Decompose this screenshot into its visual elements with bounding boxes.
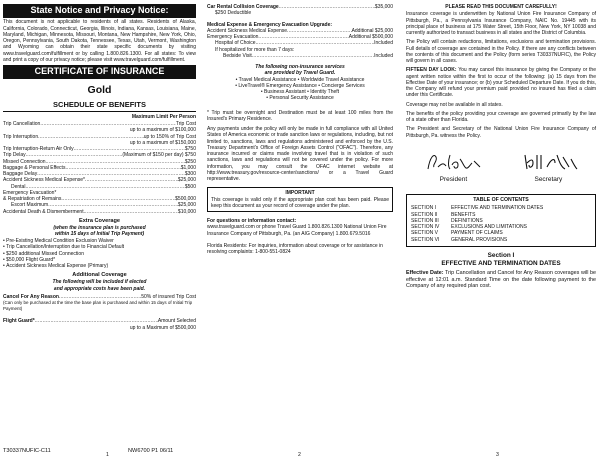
panel-2 bbox=[207, 4, 393, 255]
list-item: • $250 additional Missed Connection bbox=[3, 251, 196, 257]
form-number-mid: NW6700 P1 06/11 bbox=[128, 448, 174, 454]
toc-section-name: PAYMENT OF CLAIMS bbox=[451, 230, 503, 237]
additional-coverage-sub: and appropriate costs have been paid. bbox=[53, 285, 146, 292]
table-of-contents bbox=[406, 194, 596, 247]
availability-text: Coverage may not be available in all states. bbox=[406, 101, 503, 108]
benefit-row bbox=[3, 134, 196, 140]
cfar-label: Cancel For Any Reason bbox=[3, 293, 59, 300]
benefit-subline: up to a maximum of $150,000 bbox=[129, 139, 196, 146]
toc-section-name: EFFECTIVE AND TERMINATION DATES bbox=[451, 205, 544, 212]
benefit-label: Accidental Death & Dismemberment bbox=[3, 208, 84, 215]
page-number: 1 bbox=[106, 452, 109, 458]
services-line: • LiveTravel® Emergency Assistance • Concierge Services bbox=[235, 82, 365, 89]
benefit-label: Trip Delay bbox=[3, 152, 26, 159]
fifteen-day-label: FIFTEEN DAY LOOK: bbox=[406, 67, 457, 74]
benefit-label: Accident Sickness Medical Expense bbox=[207, 27, 288, 34]
benefit-subline: up to a maximum of $100,000 bbox=[129, 127, 196, 134]
benefit-label: & Repatriation of Remains bbox=[3, 196, 62, 202]
toc-row bbox=[411, 237, 591, 243]
fifteen-day-text: You may cancel this insurance by giving the Company or the agent written notice within the first to occur of the following: (a) 15 days from the Effective Date of your insurance; or (b) your Scheduled Departure Date. If you do this, the Company will refund your premium paid provided no insured has filed a claim under this Certificate. bbox=[406, 67, 596, 99]
bedside-row bbox=[207, 53, 393, 59]
car-deductible: $250 Deductible bbox=[215, 10, 252, 17]
extra-coverage-title: Extra Coverage bbox=[78, 217, 121, 224]
toc-section: SECTION I bbox=[411, 205, 437, 212]
toc-title: TABLE OF CONTENTS bbox=[473, 196, 529, 203]
toc-section-name: DEFINITIONS bbox=[451, 217, 483, 224]
benefit-value: $500,000 bbox=[175, 196, 196, 202]
schedule-title: SCHEDULE OF BENEFITS bbox=[3, 100, 196, 111]
benefit-value: $1,000 bbox=[180, 164, 196, 171]
benefit-label: Trip Interruption-Return Air Only bbox=[3, 146, 74, 152]
medical-upgrade-title: Medical Expense & Emergency Evacuation Upgrade: bbox=[207, 21, 333, 28]
benefit-value: $10,000 bbox=[177, 208, 196, 215]
additional-coverage-sub: The following will be included if elected bbox=[52, 279, 147, 286]
extra-coverage-sub: (when the insurance plan is purchased bbox=[53, 224, 146, 231]
cfar-value: 50% of insured Trip Cost bbox=[141, 293, 196, 300]
list-item: • Pre-Existing Medical Condition Exclusion Waiver bbox=[3, 238, 196, 244]
effective-date bbox=[406, 270, 596, 290]
services-line: • Business Assistant • Identity Theft bbox=[260, 89, 340, 95]
toc-section: SECTION IV bbox=[411, 224, 440, 231]
toc-section: SECTION II bbox=[411, 211, 438, 218]
florida-text: Florida Residents: For inquiries, information about coverage or for assistance in resolving complaints: 1-800-551-0824 bbox=[207, 242, 383, 255]
max-limit-header: Maximum Limit Per Person bbox=[131, 113, 196, 120]
witness-text: The President and Secretary of the National Union Fire Insurance Company of Pittsburgh, Pa. witness the Policy. bbox=[406, 126, 596, 139]
toc-section: SECTION V bbox=[411, 230, 438, 237]
contact-title: For questions or information contact: bbox=[207, 218, 297, 224]
state-notice-text: This document is not applicable to residents of all states. Residents of Alaska, California, Colorado, Connecticut, Georgia, Illinois, Indiana, Kansas, Louisiana, Maine, Maryland, Michigan, Minnesota, Missouri, Montana, New Hampshire, New York, Ohio, Oregon, Pennsylvania, South Dakota, Tennessee, Texas, Utah, Vermont, Washington and Wyoming can obtain their state specific documents by visiting www.travelguard.com/fulfillment or by calling 1.800.826.1300. For all states: To view and print a copy of our privacy notice; please visit www.travelguard.com/fulfillment. bbox=[3, 19, 196, 63]
car-rental-label: Car Rental Collision Coverage bbox=[207, 4, 279, 10]
section-1-title: Section I bbox=[487, 251, 515, 259]
non-insurance-sub: are provided by Travel Guard. bbox=[264, 70, 336, 77]
page-number: 2 bbox=[298, 452, 301, 458]
cfar-note: (Can only be purchased at the time the base plan is purchased and within 15 days of Initial Trip Payment) bbox=[3, 300, 193, 311]
benefit-value: up to 150% of Trip Cost bbox=[143, 133, 196, 140]
signature-labels bbox=[406, 176, 596, 184]
flight-guard-row bbox=[3, 318, 196, 324]
services-line: • Personal Security Assistance bbox=[266, 95, 334, 102]
important-title: IMPORTANT bbox=[285, 190, 315, 197]
benefit-value: Included bbox=[374, 40, 393, 47]
secretary-label: Secretary bbox=[534, 175, 563, 183]
toc-section-name: BENEFITS bbox=[451, 211, 476, 218]
bedside-value: Included bbox=[374, 52, 393, 59]
section-1-subtitle: EFFECTIVE AND TERMINATION DATES bbox=[441, 259, 561, 267]
benefit-value: $750 bbox=[184, 146, 196, 152]
benefit-row bbox=[3, 184, 196, 190]
signatures bbox=[406, 145, 596, 175]
benefit-value: $500 bbox=[184, 183, 196, 190]
benefit-label: Baggage Delay bbox=[3, 171, 38, 177]
benefits-list bbox=[3, 121, 196, 215]
benefit-label: Emergency Evacuation bbox=[207, 34, 259, 40]
list-item: • Accident Sickness Medical Expense (Primary) bbox=[3, 263, 196, 269]
toc-section: SECTION VI bbox=[411, 236, 440, 243]
benefit-value: $300 bbox=[184, 171, 196, 177]
benefit-value: $25,000 bbox=[177, 177, 196, 184]
fifteen-day-look bbox=[406, 67, 596, 98]
benefit-row bbox=[207, 40, 393, 46]
toc-section: SECTION III bbox=[411, 217, 439, 224]
president-signature bbox=[424, 149, 484, 175]
non-insurance-title: The following non-insurance services bbox=[255, 64, 345, 70]
car-rental-value: $35,000 bbox=[374, 4, 393, 10]
benefit-value: Additional $25,000 bbox=[351, 27, 393, 34]
benefit-value: $25,000 bbox=[177, 202, 196, 209]
benefit-label: Hospital of Choice bbox=[215, 40, 256, 47]
governing-law-text: The benefits of the policy providing your coverage are governed primarily by the law of a state other than Florida. bbox=[406, 110, 596, 123]
president-label: President bbox=[439, 175, 468, 183]
benefit-label: Trip Interruption bbox=[3, 133, 39, 140]
certificate-title: CERTIFICATE OF INSURANCE bbox=[3, 65, 196, 79]
effective-date-text: Trip Cancellation and Cancel for Any Reason coverages will be effective at 12:01 a.m. Standard Time on the date following payment to the Company of any required plan cost. bbox=[406, 269, 597, 290]
benefit-row bbox=[3, 209, 196, 215]
contact-text: www.travelguard.com or phone Travel Guard 1.800.826.1300 National Union Fire Insurance Company of Pittsburgh, Pa. (an AIG Company) 1.800.679.5016 bbox=[207, 224, 387, 237]
benefit-label: Trip Cancellation bbox=[3, 121, 41, 127]
effective-date-label: Effective Date: bbox=[406, 269, 444, 276]
secretary-signature bbox=[519, 149, 579, 175]
benefit-value: Trip Cost bbox=[175, 121, 196, 127]
flight-guard-max: up to a Maximum of $500,000 bbox=[129, 324, 196, 331]
list-item: • Trip Cancellation/Interruption due to Financial Default bbox=[3, 244, 196, 250]
extra-coverage-sub: within 15 days of Initial Trip Payment) bbox=[54, 230, 145, 237]
benefit-value: Additional $500,000 bbox=[348, 34, 393, 40]
toc-rows bbox=[411, 205, 591, 243]
form-number-left: T30337NUFIC-C11 bbox=[3, 448, 51, 454]
hospital-line: If hospitalized for more than 7 days: bbox=[215, 46, 295, 53]
toc-section-name: GENERAL PROVISIONS bbox=[451, 236, 508, 243]
benefit-value: $250 bbox=[184, 158, 196, 165]
benefit-label: Dental bbox=[11, 183, 26, 190]
additional-coverage-title: Additional Coverage bbox=[72, 272, 127, 279]
flight-guard-value: Amount Selected bbox=[157, 318, 196, 325]
list-item: • $50,000 Flight Guard* bbox=[3, 257, 196, 263]
policy-text: The Policy will contain reductions, limitations, exclusions and termination provisions. Full details of coverage are contained in the Policy. If there are any conflicts between the contents of this document and the Policy (form series T30337NUFIC), the Policy will govern in all cases. bbox=[406, 39, 596, 64]
medical-upgrade-list bbox=[207, 28, 393, 47]
bedside-label: Bedside Visit bbox=[223, 52, 252, 59]
important-text: This coverage is valid only if the appropriate plan cost has been paid. Please keep this document as your record of coverage under the plan. bbox=[211, 196, 389, 209]
underwriter-text: Insurance coverage is underwritten by National Union Fire Insurance Company of Pittsburgh, Pa., a Pennsylvania Insurance Company, NAIC No. 19445 with its principal place of business at 175 Water Street, 15th Floor, New York, NY 10038 and currently authorized to transact business in all states and the District of Columbia. bbox=[406, 11, 596, 36]
benefit-row: Emergency Evacuation* bbox=[3, 189, 57, 196]
benefit-label: Accident Sickness Medical Expense* bbox=[3, 177, 85, 184]
toc-section-name: EXCLUSIONS AND LIMITATIONS bbox=[451, 224, 527, 231]
ofac-text: Any payments under the policy will only be made in full compliance with all United States of America economic or trade sanction laws or regulations, including, but not limited to, sanctions, laws and regulations administered and enforced by the U.S. Treasury Department's Office of Foreign Assets Control ("OFAC"). Therefore, any insurance incurred or claims made involving travel that is in violation of such sanctions, laws and regulations will not be covered under the policy. For more information, you may consult the OFAC internet website at http://www.treasury.gov/resource-center/sanctions/ or a Travel Guard representative. bbox=[207, 126, 393, 182]
trip-note: * Trip must be overnight and Destination must be at least 100 miles from the Insured's Primary Residence. bbox=[207, 109, 393, 122]
page-number: 3 bbox=[496, 452, 499, 458]
extra-coverage-list bbox=[3, 238, 196, 269]
panel-1 bbox=[3, 4, 196, 331]
benefit-label: Baggage & Personal Effects bbox=[3, 164, 66, 171]
flight-guard-label: Flight Guard* bbox=[3, 318, 35, 325]
state-notice-title: State Notice and Privacy Notice: bbox=[3, 4, 196, 18]
services-line: • Travel Medical Assistance • Worldwide Travel Assistance bbox=[235, 76, 365, 83]
benefit-label: Missed Connection bbox=[3, 158, 46, 165]
read-carefully-title: PLEASE READ THIS DOCUMENT CAREFULLY! bbox=[445, 4, 557, 10]
benefit-label: Escort Maximum bbox=[11, 202, 49, 209]
important-box bbox=[207, 187, 393, 212]
benefit-value: (Maximum of $150 per day) $750 bbox=[122, 152, 196, 159]
plan-name: Gold bbox=[87, 84, 112, 97]
panel-3 bbox=[406, 4, 596, 290]
